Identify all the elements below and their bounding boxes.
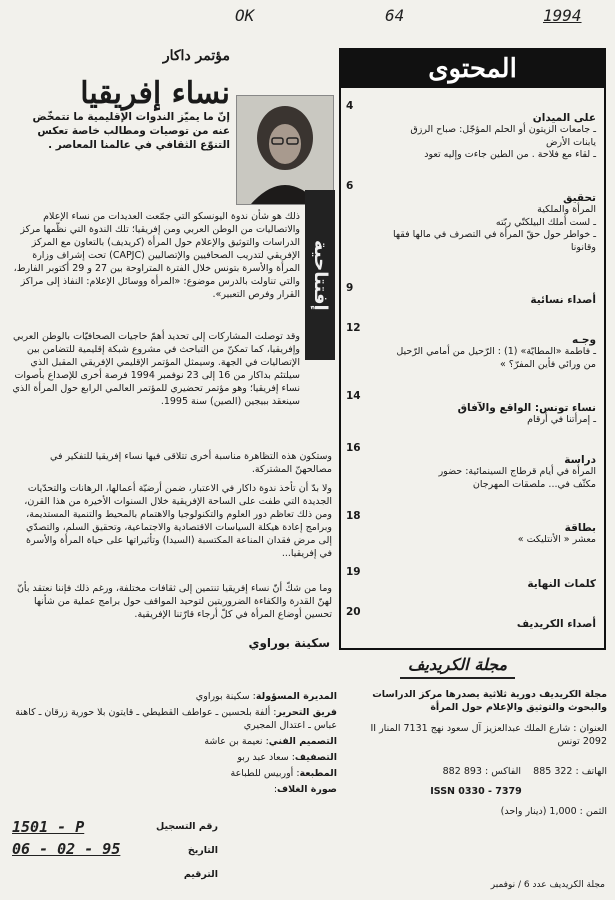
toc-section-3	[346, 282, 596, 306]
toc-section-title: أصداء الكريديف	[516, 618, 596, 630]
editorial-paragraph-3: وستكون هذه التظاهرة مناسبة أخرى تتلاقى فيها نساء إفريقيا للتفكير في مصالحهنّ المشتركة.	[50, 451, 332, 475]
handwritten-year: 1994	[543, 6, 582, 25]
staff-value: : نعيمة بن عاشة	[204, 736, 269, 747]
staff-label: التصفيف	[294, 752, 337, 763]
handwritten-number: 64	[385, 6, 405, 25]
editorial-headline: نساء إفريقيا	[80, 76, 230, 111]
editorial-signature: سكينة بوراوي	[248, 636, 330, 650]
magazine-fax: الفاكس : 893 882	[442, 766, 522, 777]
author-photo	[236, 95, 334, 205]
toc-page-number: 18	[346, 510, 361, 522]
toc-section-title: تحقيق	[563, 192, 596, 204]
toc-section-title: على الميدان	[532, 112, 596, 124]
editorial-paragraph-5: وما من شكّ أنّ نساء إفريقيا تنتمين إلى ثقافات مختلفة، ورغم ذلك فإننا نعتقد بأنّ لهنّ القدرة والكفاءة الضروريتين لتوحيد المواقف حول برامج عملية من شأنها تحسين أوضاع المرأة في كلّ أرجاء قارّتنا الإفريقية.	[16, 583, 332, 620]
staff-label: صورة الغلاف	[277, 784, 337, 795]
toc-page-number: 4	[346, 100, 354, 112]
editorial-paragraph-1: ذلك هو شأن ندوة اليونسكو التي جمّعت العديدات من نساء الإعلام والاتصاليات من الوطن العربي ومن إفريقيا؛ تلك الندوة التي نظّمها مركز الدراسات والتوثيق والإعلام حول المرأة (كريديف) بالتعاون مع المركز الإفريقي لتدريب الصحافيين والإتصاليين (CAPJC) تحت إشراف وزارة المرأة والأسرة بتونس خلال الفترة المتراوحة بين 27 و 29 أكتوبر الفارط، والتي تناولت بالدرس موضوع: «المرأة ووسائل الإعلام: النفاذ إلى مراكز القرار وفرص التعبير».	[13, 211, 300, 300]
staff-label: المديرة المسؤولة	[255, 691, 337, 702]
toc-section-title: أصداء نسائية	[530, 294, 596, 306]
stamp-sign-label: الترقيم	[183, 869, 218, 880]
toc-item: معشر « الأنتليكت »	[517, 534, 596, 545]
staff-label: المطبعة	[299, 768, 337, 779]
magazine-phone: الهاتف : 322 885	[533, 766, 607, 777]
toc-section-2	[346, 180, 596, 254]
staff-row	[12, 735, 337, 748]
toc-section-title: كلمات النهاية	[527, 578, 596, 590]
toc-section-title: بطاقة	[564, 522, 596, 534]
page-footer: مجلة الكريديف عدد 6 / نوفمبر	[490, 880, 605, 890]
toc-section-9	[346, 606, 596, 630]
toc-section-8	[346, 566, 596, 590]
toc-page-number: 14	[346, 390, 361, 402]
toc-page-number: 20	[346, 606, 361, 618]
toc-page-number: 9	[346, 282, 354, 294]
toc-item: ـ لقاء مع فلاحة . من الطين جاءت وإليه تعود	[424, 149, 596, 160]
magazine-description: مجلة الكريديف دورية ثلاثية يصدرها مركز الدراسات والبحوث والتوثيق والإعلام حول المرأة	[372, 689, 607, 713]
handwritten-ok: OK	[235, 6, 255, 25]
toc-item: المرأة والملكية	[537, 204, 596, 215]
staff-block	[12, 690, 337, 796]
toc-page-number: 12	[346, 322, 361, 334]
toc-section-7	[346, 510, 596, 547]
toc-item: وقانونا	[570, 241, 596, 253]
magazine-address: العنوان : شارع الملك عبدالعزيز آل سعود نهج 7131 المنار II 2092 تونس	[370, 723, 607, 747]
staff-value: : أوربيس للطباعة	[230, 768, 300, 779]
contents-box	[339, 48, 606, 650]
toc-item: يابنات الأرض	[545, 136, 596, 148]
magazine-logo: مجلة الكريديف	[400, 655, 515, 679]
stamp-date-value: 06 - 02 - 95	[12, 840, 121, 858]
toc-section-1	[346, 100, 596, 162]
editorial-paragraph-4: ولا بدّ أن تأخذ ندوة داكار في الاعتبار، ضمن أرضيّة أعمالها، الرهانات والتحدّيات الجديدة التي طفت على الساحة الإفريقية خلال السنوات الأخيرة من هذا القرن، ومن ذلك تعاظم دور العلوم والتكنولوجيا والاهتمام بالمحيط والتنمية المستديمة، وبرامج إعادة هيكلة السياسات الاقتصادية والاجتماعية، وتحقيق السلم، والتصدّي إلى مرض فقدان المناعة المكتسبة (السيدا) وتأثيراتها على حياة المرأة والأسرة في إفريقيا...	[24, 483, 332, 559]
magazine-price: الثمن : 1,000 (دينار واحد)	[500, 806, 607, 817]
toc-item: ـ لست أملك البيلكتّي ربّته	[495, 216, 596, 228]
stamp-reg-value: 1501 - P	[12, 818, 85, 836]
toc-section-title: نساء تونس: الواقع والآفاق	[457, 402, 596, 414]
editorial-vertical-label	[305, 190, 335, 360]
toc-section-5	[346, 390, 596, 427]
toc-item: مكثّف في... ملصقات المهرجان	[472, 478, 596, 490]
staff-row	[12, 706, 337, 732]
staff-label: التصميم الفني	[268, 736, 337, 747]
portrait-image	[237, 96, 333, 204]
toc-item: ـ جامعات الزيتون أو الحلم المؤجّل: صباح الرزق	[410, 124, 596, 135]
toc-section-title: دراسة	[564, 454, 596, 466]
stamp-reg-label: رقم التسجيل	[155, 821, 218, 832]
magazine-issn: ISSN 0330 - 7379	[430, 786, 522, 797]
editorial-paragraph-2: وقد توصلت المشاركات إلى تحديد أهمّ حاجيات الصحافيّات بالوطن العربي وإفريقيا، كما تمكنّ من التباحث في مشروع شبكة إقليمية للتضامن بين الإتصاليات في الجهة. وسيمثل المؤتمر الإقليمي الإفريقي المقبل الذي سيلتئم بداكار من 16 إلى 23 نوفمبر 1994 فرصة أخرى للإصداع بأصوات نساء إفريقيا؛ وهو مؤتمر تحضيري للمؤتمر العالمي الرابع حول المرأة الذي سينعقد ببيجين (الصين) سنة 1995.	[12, 331, 300, 407]
staff-row	[12, 783, 337, 796]
toc-section-6	[346, 442, 596, 491]
toc-page-number: 16	[346, 442, 361, 454]
toc-item: المرأة في أيام قرطاج السينمائية: حضور	[438, 466, 596, 477]
stamp-date-label: التاريخ	[187, 845, 218, 856]
toc-item: من ورائي فأين المفرّ؟ »	[499, 358, 596, 370]
toc-section-4	[346, 322, 596, 371]
magazine-contact	[345, 765, 607, 778]
staff-value: : ألفة بلحسين ـ عواطف القطيطي ـ قايتون بلا حورية زرقان ـ كاهنة عباس ـ اعتدال المجيري	[15, 707, 337, 731]
staff-value: :	[273, 784, 278, 795]
contents-title: المحتوى	[341, 50, 604, 88]
editorial-lede: إنّ ما يميّز الندوات الإقليمية ما تتمخّض عنه من توصيات ومطالب خاصة تعكس التنوّع الثقافي في عالمنا المعاصر .	[32, 111, 230, 151]
editorial-kicker: مؤتمر داكار	[162, 48, 230, 64]
toc-item: ـ إمرأتنا في أرقام	[527, 414, 596, 425]
staff-value: : سكينة بوراوي	[195, 691, 256, 702]
toc-item: ـ فاطمة «المطايّة» (1) : الرّحيل من أمامي الرّحيل	[396, 346, 596, 357]
staff-row	[12, 751, 337, 764]
toc-section-title: وجـه	[571, 334, 596, 346]
staff-row	[12, 690, 337, 703]
staff-row	[12, 767, 337, 780]
toc-item: ـ خواطر حول حقّ المرأة في التصرف في مالها فقها	[393, 229, 596, 240]
vertical-label-text: إفتتاحية	[310, 239, 331, 311]
toc-page-number: 6	[346, 180, 354, 192]
toc-page-number: 19	[346, 566, 361, 578]
staff-label: فريق التحرير	[276, 707, 337, 718]
registration-stamp	[8, 818, 228, 888]
staff-value: : سعاد عبد ربو	[237, 752, 295, 763]
